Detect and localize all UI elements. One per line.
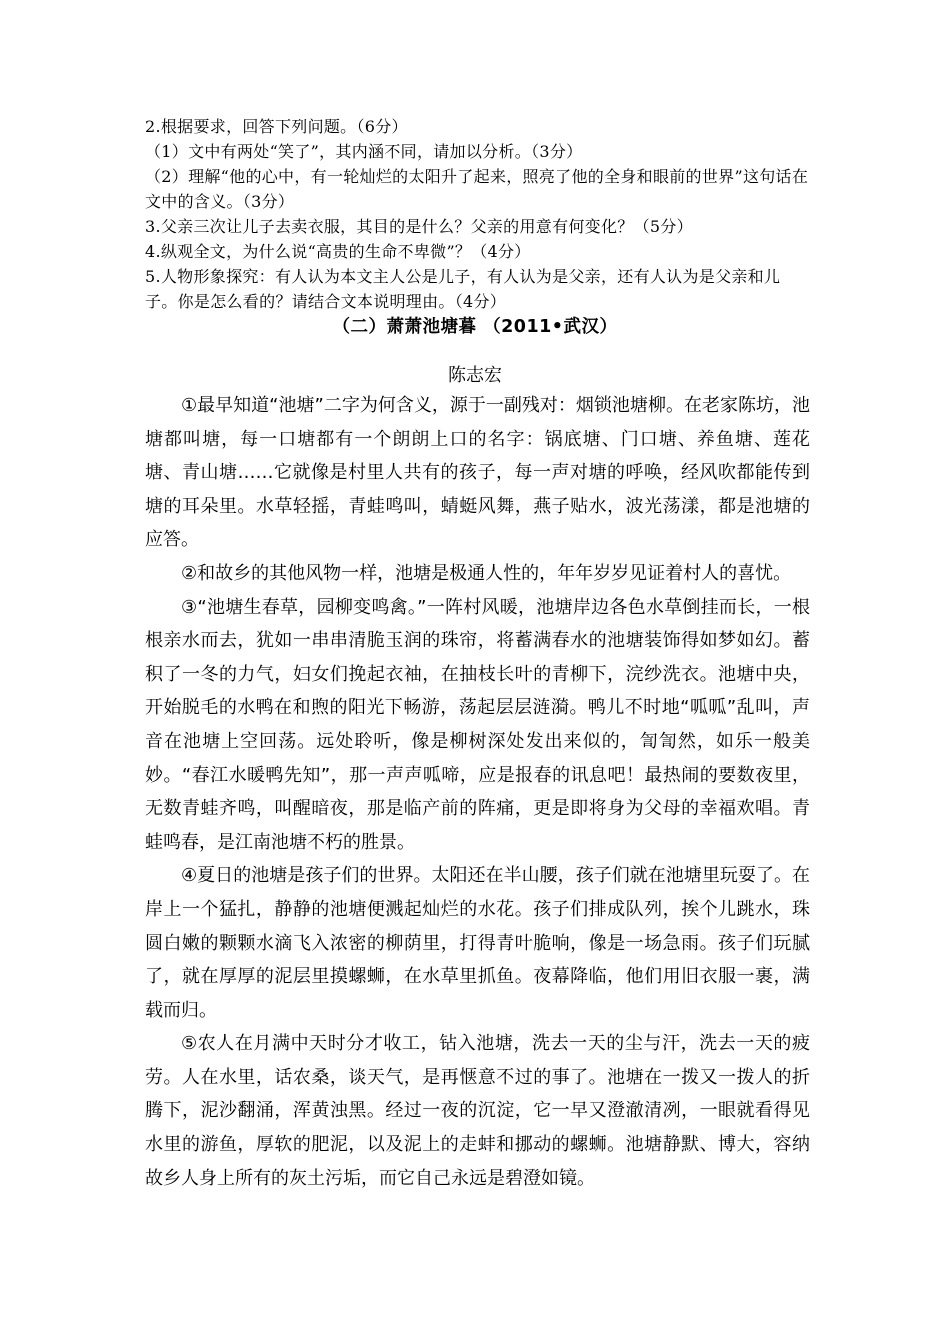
- section-title: （二）萧萧池塘暮 （2011•武汉）: [332, 317, 618, 337]
- question-list: [145, 114, 810, 314]
- paragraph-3: ③“池塘生春草，园柳变鸣禽。”一阵村风暖，池塘岸边各色水草倒挂而长，一根根亲水而去，犹如一串串清脆玉润的珠帘，将蓄满春水的池塘装饰得如梦如幻。蓄积了一冬的力气，妇女们挽起衣袖，在抽枝长叶的青柳下，浣纱洗衣。池塘中央，开始脱毛的水鸭在和煦的阳光下畅游，荡起层层涟漪。鸭儿不时地“呱呱”乱叫，声音在池塘上空回荡。远处聆听，像是柳树深处发出来似的，訇訇然，如乐一般美妙。“春江水暖鸭先知”，那一声声呱啼，应是报春的讯息吧！最热闹的要数夜里，无数青蛙齐鸣，叫醒暗夜，那是临产前的阵痛，更是即将身为父母的幸福欢唱。青蛙鸣春，是江南池塘不朽的胜景。: [145, 596, 810, 853]
- paragraph-4: ④夏日的池塘是孩子们的世界。太阳还在半山腰，孩子们就在池塘里玩耍了。在岸上一个猛扎，静静的池塘便溅起灿烂的水花。孩子们排成队列，挨个儿跳水，珠圆白嫩的颗颗水滴飞入浓密的柳荫里，打得青叶脆响，像是一场急雨。孩子们玩腻了，就在厚厚的泥层里摸螺蛳，在水草里抓鱼。夜幕降临，他们用旧衣服一裹，满载而归。: [145, 865, 810, 1021]
- question-3: 3.父亲三次让儿子去卖衣服，其目的是什么？父亲的用意有何变化？（5分）: [145, 217, 693, 236]
- question-2-2: （2）理解“他的心中，有一轮灿烂的太阳升了起来，照亮了他的全身和眼前的世界”这句话在文中的含义。（3分）: [145, 167, 809, 211]
- article-body: [145, 389, 810, 1195]
- paragraph-2: ②和故乡的其他风物一样，池塘是极通人性的，年年岁岁见证着村人的喜忧。: [181, 562, 792, 584]
- paragraph-1: ①最早知道“池塘”二字为何含义，源于一副残对：烟锁池塘柳。在老家陈坊，池塘都叫塘，每一口塘都有一个朗朗上口的名字：锅底塘、门口塘、养鱼塘、莲花塘、青山塘……它就像是村里人共有的孩子，每一声对塘的呼唤，经风吹都能传到塘的耳朵里。水草轻摇，青蛙鸣叫，蜻蜓风舞，燕子贴水，波光荡漾，都是池塘的应答。: [145, 395, 810, 551]
- question-4: 4.纵观全文，为什么说“高贵的生命不卑微”？（4分）: [145, 242, 531, 261]
- question-5: 5.人物形象探究：有人认为本文主人公是儿子，有人认为是父亲，还有人认为是父亲和儿子。你是怎么看的？请结合文本说明理由。（4分）: [145, 267, 781, 311]
- question-2-1: （1）文中有两处“笑了”，其内涵不同，请加以分析。（3分）: [145, 142, 583, 161]
- paragraph-5: ⑤农人在月满中天时分才收工，钻入池塘，洗去一天的尘与汗，洗去一天的疲劳。人在水里，话农桑，谈天气，是再惬意不过的事了。池塘在一拨又一拨人的折腾下，泥沙翻涌，浑黄浊黑。经过一夜的沉淀，它一早又澄澈清冽，一眼就看得见水里的游鱼，厚软的肥泥，以及泥上的走蚌和挪动的螺蛳。池塘静默、博大，容纳故乡人身上所有的灰土污垢，而它自己永远是碧澄如镜。: [145, 1033, 810, 1189]
- question-2: 2.根据要求，回答下列问题。（6分）: [145, 117, 408, 136]
- article-author: 陈志宏: [448, 365, 502, 386]
